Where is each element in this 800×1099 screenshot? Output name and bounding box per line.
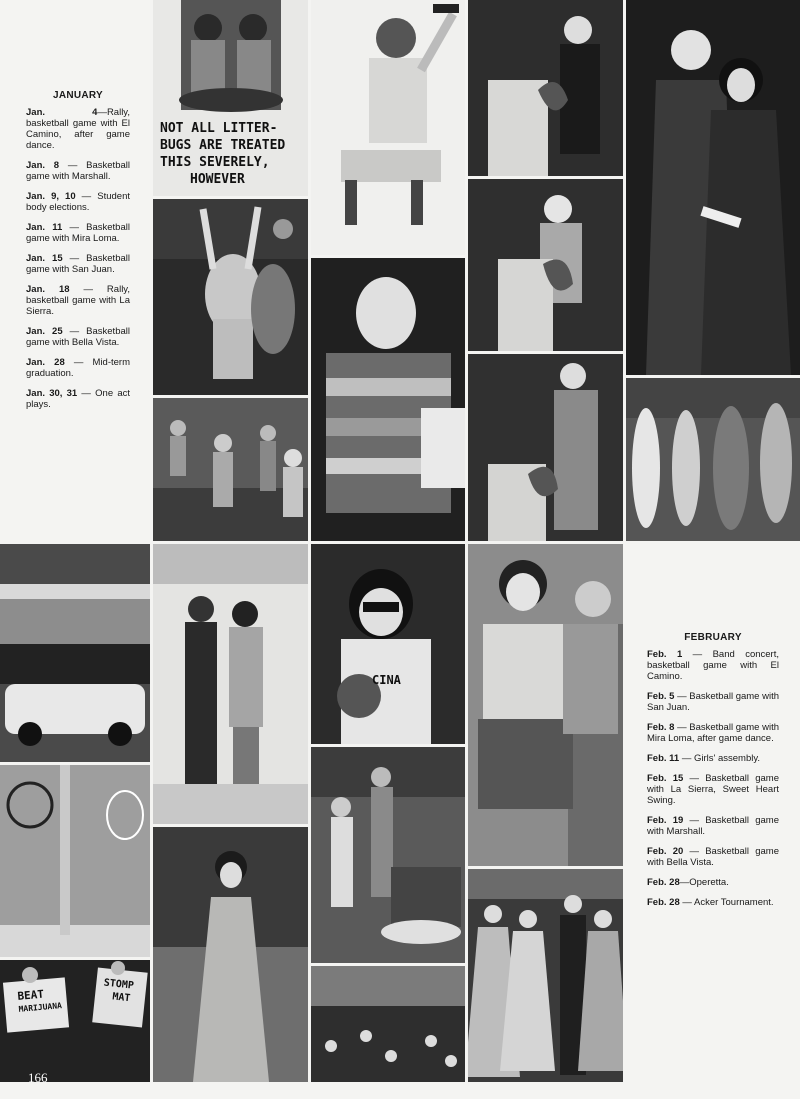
february-entry <box>647 877 779 888</box>
january-entry-date: Jan. 25 <box>26 326 63 337</box>
january-entry-text: — One act plays. <box>26 388 130 410</box>
photo-formal-couple <box>153 544 308 824</box>
litterbug-sign-text: NOT ALL LITTER- BUGS ARE TREATED THIS SEVERELY, HOWEVER <box>160 121 286 187</box>
january-entry-date: Jan. 4 <box>26 107 98 118</box>
february-entry-text: — Basketball game with Marshall. <box>647 815 779 837</box>
january-entry-text: — Basketball game with Mira Loma. <box>26 222 130 244</box>
january-entry <box>26 357 130 379</box>
january-entry-text: — Basketball game with San Juan. <box>26 253 130 275</box>
photo-speaker-podium-1 <box>468 0 623 176</box>
photo-man-with-gavel <box>311 0 465 255</box>
february-entry-text: — Band concert, basketball game with El Camino. <box>647 649 780 682</box>
january-entry-text: — Basketball game with Bella Vista. <box>26 326 130 348</box>
january-calendar <box>26 90 130 419</box>
january-entry-text: —Rally, basketball game with El Camino, after game dance. <box>26 107 130 151</box>
february-entry-date: Feb. 28 <box>647 877 680 888</box>
february-entry-text: —Operetta. <box>679 877 729 888</box>
february-entry-date: Feb. 28 <box>647 897 680 908</box>
photo-costume-group <box>468 869 623 1082</box>
january-entry <box>26 222 130 244</box>
photo-laughing-couple <box>468 544 623 866</box>
january-entry-date: Jan. 8 <box>26 160 60 171</box>
photo-masked-basketball-player <box>311 544 465 744</box>
february-entry <box>647 773 779 806</box>
january-entry-date: Jan. 28 <box>26 357 65 368</box>
photo-pep-rally-gym <box>311 966 465 1082</box>
january-entry-text: — Mid-term graduation. <box>26 357 131 379</box>
february-entry-date: Feb. 8 <box>647 722 675 733</box>
february-entry-text: — Basketball game with Bella Vista. <box>647 846 779 868</box>
february-entry <box>647 722 779 744</box>
photo-speaker-podium-3 <box>468 354 623 541</box>
february-heading: FEBRUARY <box>684 632 742 643</box>
january-entry <box>26 253 130 275</box>
february-entry <box>647 815 779 837</box>
february-entry-date: Feb. 15 <box>647 773 684 784</box>
february-entry-text: — Acker Tournament. <box>679 897 774 908</box>
photo-striped-sweater-boy <box>311 258 465 541</box>
february-entry-text: — Basketball game with San Juan. <box>647 691 779 713</box>
february-entry-date: Feb. 11 <box>647 753 680 764</box>
february-entry <box>647 691 779 713</box>
page-number: 166 <box>28 1070 48 1085</box>
february-entry <box>647 897 779 908</box>
january-entry <box>26 107 130 151</box>
january-entry <box>26 388 130 410</box>
february-entry-text: — Basketball game with La Sierra, Sweet Heart Swing. <box>647 773 779 806</box>
february-entry-text: — Girls' assembly. <box>679 753 761 764</box>
january-entry-date: Jan. 11 <box>26 222 63 233</box>
photo-gym-exterior-car <box>0 544 150 762</box>
february-entry <box>647 753 779 764</box>
february-entry <box>647 649 779 682</box>
january-entry-text: — Rally, basketball game with La Sierra. <box>26 284 130 317</box>
february-entry-date: Feb. 5 <box>647 691 675 702</box>
photo-speaker-podium-2 <box>468 179 623 351</box>
photo-evening-gown <box>153 827 308 1082</box>
february-entry-date: Feb. 19 <box>647 815 684 826</box>
january-entry <box>26 284 130 317</box>
photo-costume-play <box>626 378 800 541</box>
february-calendar <box>647 632 779 917</box>
january-entry <box>26 326 130 348</box>
photo-basketball-jump <box>153 199 308 395</box>
january-entry <box>26 160 130 182</box>
stomp-sign: STOMP MAT <box>103 977 135 1005</box>
jersey-lettering: CINA <box>372 673 401 687</box>
february-entry-date: Feb. 20 <box>647 846 684 857</box>
january-entry-date: Jan. 30, 31 <box>26 388 78 399</box>
january-entry-text: — Basketball game with Marshall. <box>26 160 130 182</box>
february-entry-date: Feb. 1 <box>647 649 683 660</box>
january-entry <box>26 191 130 213</box>
february-entry <box>647 846 779 868</box>
photo-dance-crowd <box>153 398 308 541</box>
january-entry-text: — Student body elections. <box>26 191 130 213</box>
photo-graduation-couple <box>626 0 800 375</box>
january-heading: JANUARY <box>52 90 104 101</box>
photo-stage-skit <box>311 747 465 963</box>
january-entry-date: Jan. 15 <box>26 253 63 264</box>
february-entry-text: — Basketball game with Mira Loma, after game dance. <box>647 722 779 744</box>
january-entry-date: Jan. 18 <box>26 284 70 295</box>
photo-basketball-mural <box>0 765 150 957</box>
january-entry-date: Jan. 9, 10 <box>26 191 76 202</box>
beat-sign: BEAT MARIJUANA <box>16 987 63 1014</box>
